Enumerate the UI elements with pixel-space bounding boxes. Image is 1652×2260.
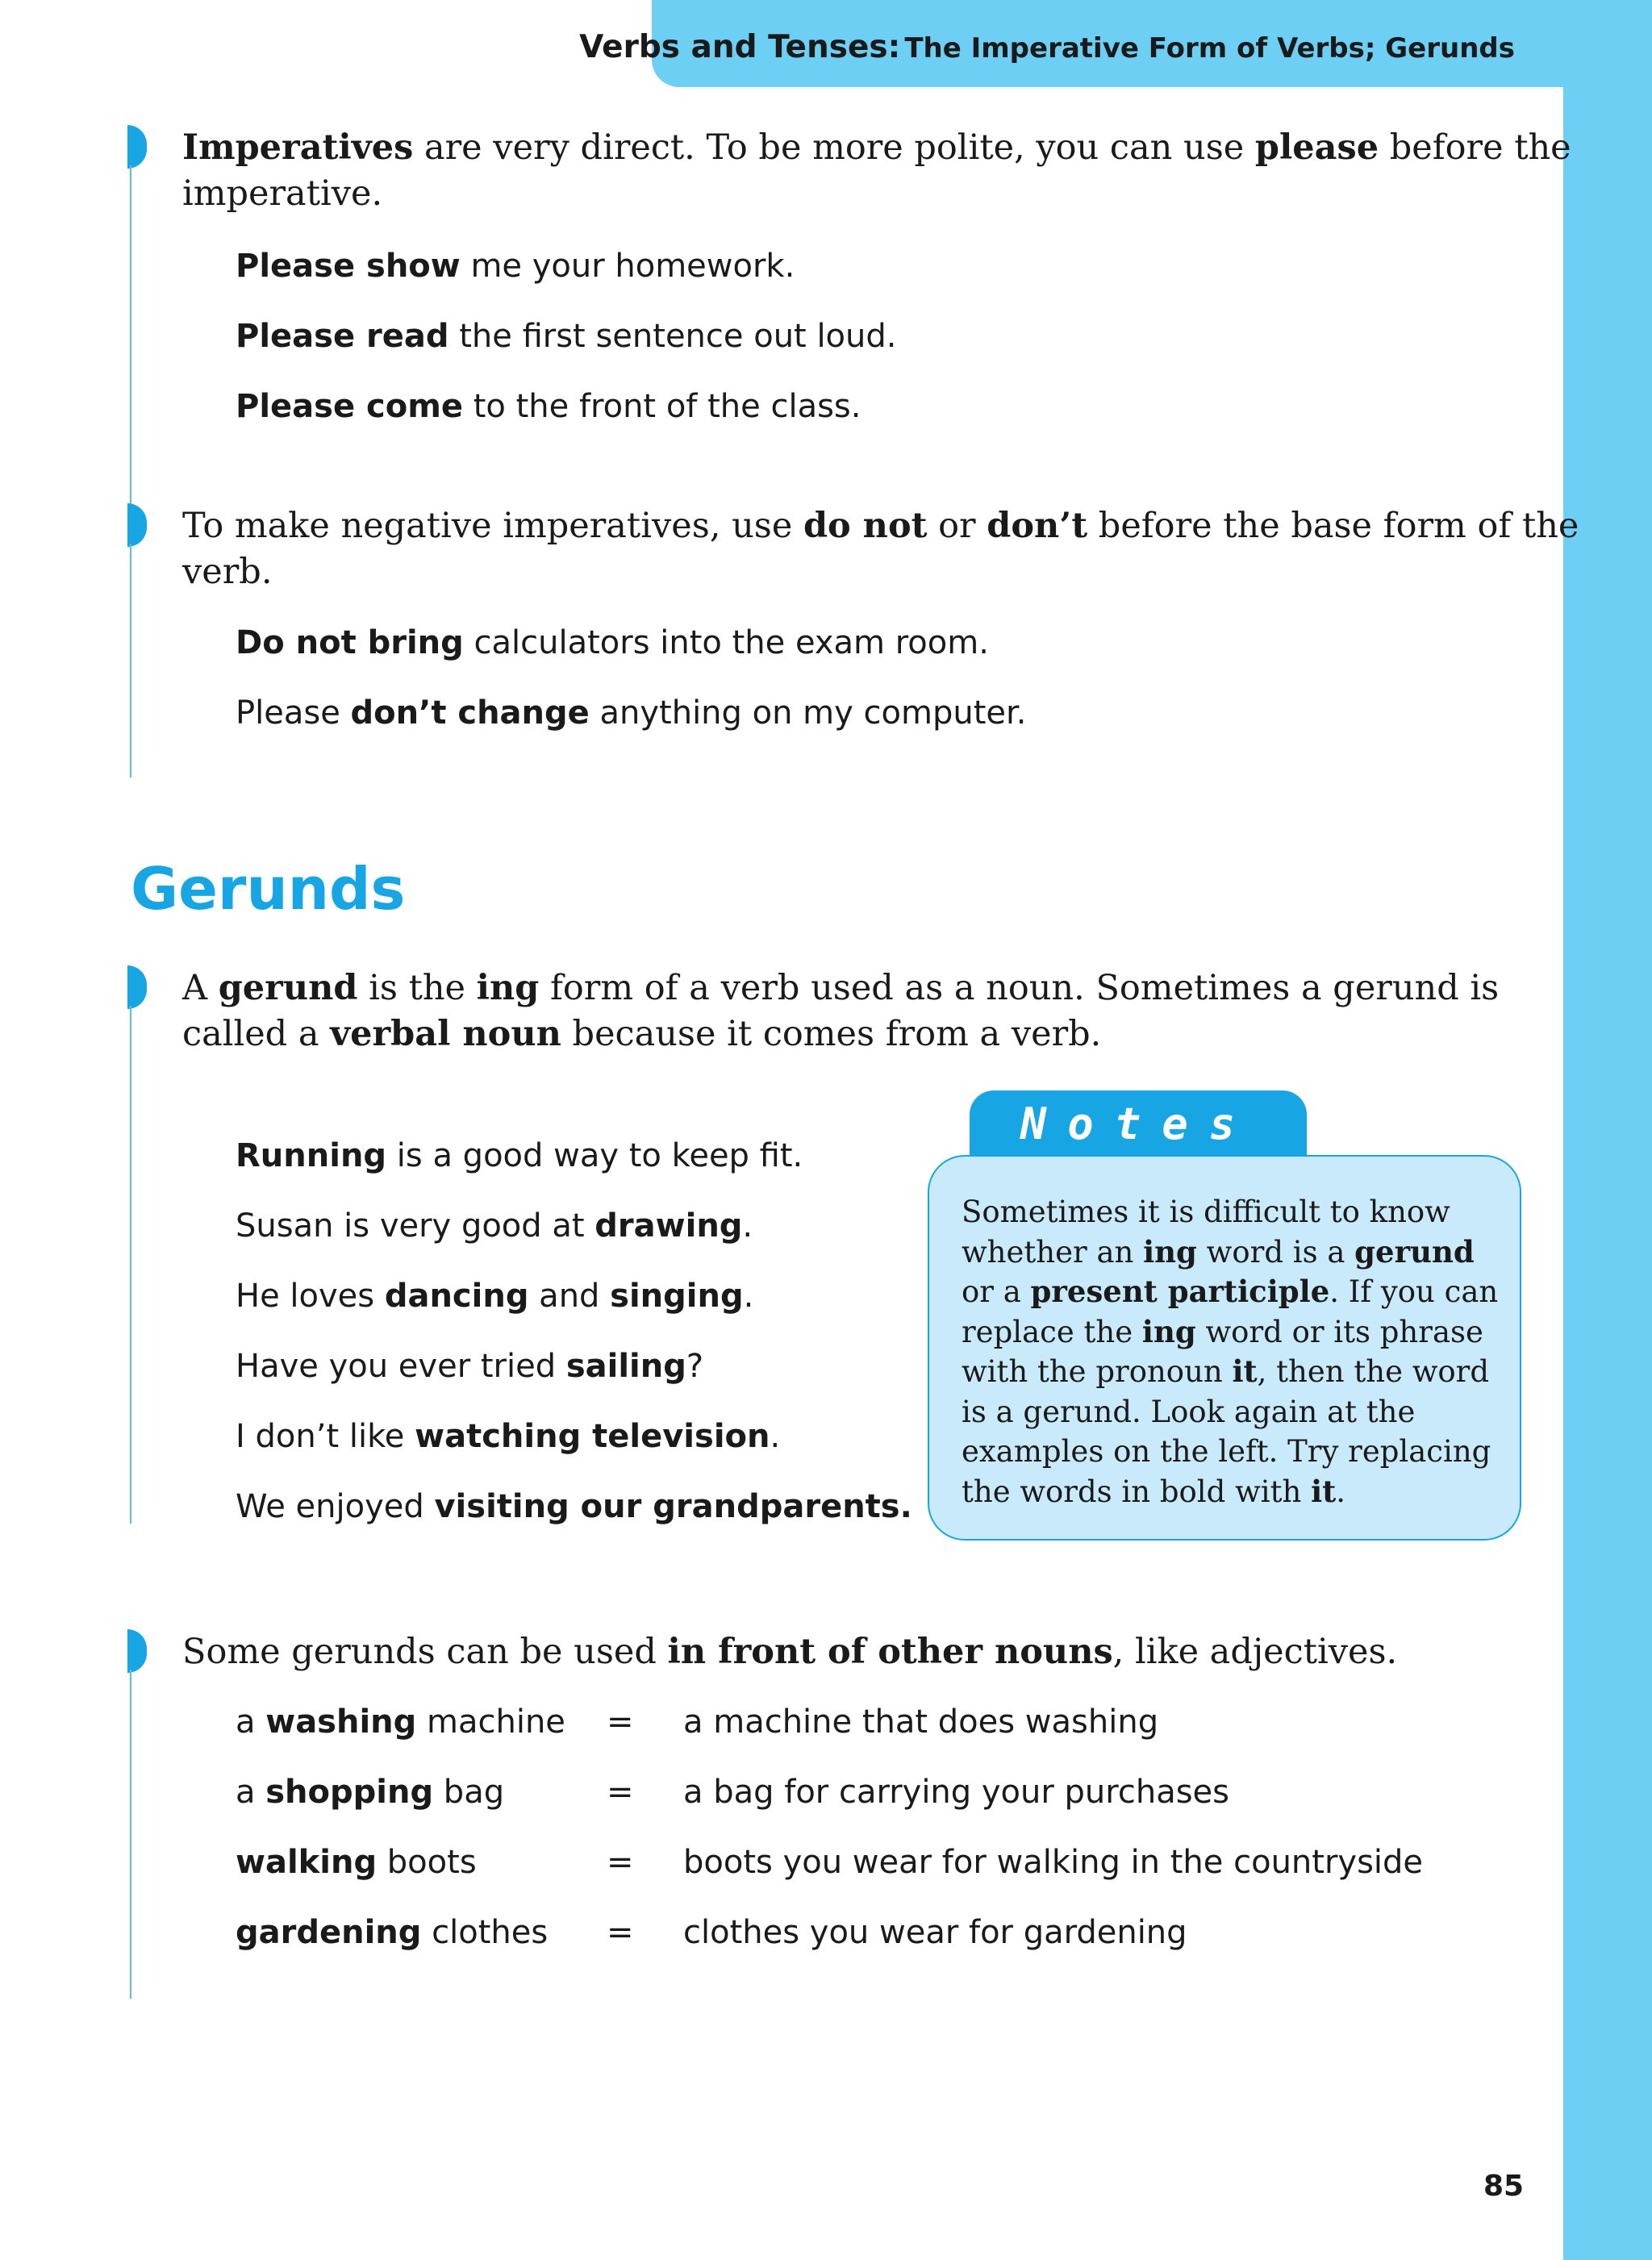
example-sentence: Do not bring calculators into the exam room. [236,624,989,661]
header-sub: The Imperative Form of Verbs; Gerunds [904,32,1515,65]
notes-box [928,1155,1521,1541]
example-sentence: I don’t like watching television. [236,1418,781,1455]
example-sentence: We enjoyed visiting our grandparents. [236,1488,912,1525]
notes-title: Notes [1020,1099,1257,1149]
section-rule [130,165,131,544]
example-sentence: He loves dancing and singing. [236,1278,754,1315]
compound-noun: a washing machine [236,1703,565,1741]
bullet-marker [127,503,147,547]
header-main: Verbs and Tenses: [579,29,901,65]
equals-sign: = [607,1774,634,1811]
equals-sign: = [607,1703,634,1741]
compound-meaning: clothes you wear for gardening [683,1914,1187,1951]
section-rule [130,1006,131,1524]
notes-line: or a present participle. If you can [962,1274,1499,1309]
section-intro: To make negative imperatives, use do not or don’t before the base form of the verb. [182,506,1579,592]
example-sentence: Please come to the front of the class. [236,388,861,425]
section-rule [130,1670,131,1999]
notes-text [962,1192,1502,1512]
equals-sign: = [607,1844,634,1881]
example-sentence: Susan is very good at drawing. [236,1207,753,1245]
bullet-marker [127,965,147,1009]
notes-line: examples on the left. Try replacing [962,1434,1491,1469]
compound-meaning: boots you wear for walking in the countryside [683,1844,1424,1881]
compound-noun: gardening clothes [236,1914,549,1951]
bullet-marker [127,1629,147,1673]
example-sentence: Have you ever tried sailing? [236,1348,704,1385]
notes-line: is a gerund. Look again at the [962,1394,1416,1429]
section-rule [130,544,131,778]
side-color-strip [1563,0,1652,2260]
notes-line: Sometimes it is difficult to know [962,1195,1450,1229]
notes-line: replace the ing word or its phrase [962,1313,1483,1349]
equals-sign: = [607,1914,634,1951]
example-sentence: Running is a good way to keep fit. [236,1137,803,1174]
compound-noun: walking boots [236,1844,477,1881]
compound-meaning: a bag for carrying your purchases [683,1774,1229,1811]
bullet-marker [127,125,147,169]
header-title [579,29,1515,65]
section-intro: A gerund is the ing form of a verb used as a noun. Sometimes a gerund is called a verbal noun because it comes from a verb. [182,968,1500,1054]
notes-line: the words in bold with it. [962,1473,1345,1509]
example-sentence: Please show me your homework. [236,248,795,285]
compound-noun: a shopping bag [236,1774,505,1811]
example-sentence: Please don’t change anything on my computer. [236,694,1027,732]
section-heading-gerunds: Gerunds [131,855,406,923]
header-tab [579,0,1563,87]
section-intro: Some gerunds can be used in front of other nouns, like adjectives. [182,1632,1398,1672]
notes-line: whether an ing word is a gerund [962,1233,1475,1270]
notes-tab [970,1090,1307,1160]
example-sentence: Please read the first sentence out loud. [236,318,897,355]
notes-line: with the pronoun it, then the word [962,1353,1490,1389]
compound-meaning: a machine that does washing [683,1703,1159,1741]
section-intro: Imperatives are very direct. To be more polite, you can use please before the imperative. [182,127,1571,214]
page-number: 85 [1483,2170,1525,2203]
